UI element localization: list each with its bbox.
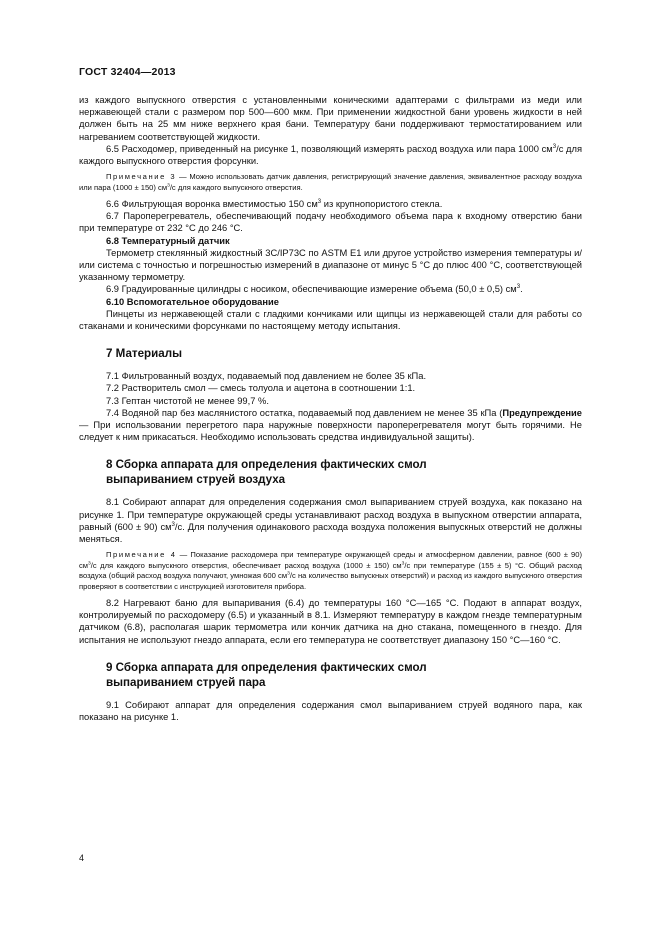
section-heading-7: 7 Материалы <box>106 347 182 361</box>
paragraph-continuation: из каждого выпускного отверстия с установленными коническими адаптерами с фильтрами из меди или нержавеющей стали с размером пор 500—600 мкм. При применении жидкостной бани уровень жидкости в ней должен быть на 25 мм ниже верхнего края бани. Температуру бани поддерживают термостатированием или нагреванием соответствующей жидкости. <box>79 95 582 142</box>
paragraph-7-2: 7.2 Растворитель смол — смесь толуола и ацетона в соотношении 1:1. <box>106 383 416 394</box>
document-body <box>79 94 582 723</box>
paragraph-6-10: Пинцеты из нержавеющей стали с гладкими кончиками или щипцы из нержавеющей стали для работы со стаканами и коническими форсунками по настоящему методу испытания. <box>79 308 582 332</box>
document-header: ГОСТ 32404—2013 <box>79 66 176 78</box>
paragraph-6-9: 6.9 Градуированные цилиндры с носиком, обеспечивающие измерение объема (50,0 ± 0,5) $см^3$. <box>106 284 523 295</box>
subheading-6-10: 6.10 Вспомогательное оборудование <box>106 296 279 307</box>
page-number: 4 <box>79 853 85 863</box>
paragraph-6-7: 6.7 Пароперегреватель, обеспечивающий подачу необходимого объема пара к входному отверстию бани при температуре от 232 °С до 246 °С. <box>79 211 582 234</box>
paragraph-7-1: 7.1 Фильтрованный воздух, подаваемый под давлением не более 35 кПа. <box>106 371 427 382</box>
paragraph-6-5: 6.5 Расходомер, приведенный на рисунке 1, позволяющий измерять расход воздуха или пара 1000 $см^3/с$ для каждого выпускного отверстия форсунки. <box>79 143 583 167</box>
paragraph-8-1: 8.1 Собирают аппарат для определения содержания смол выпариванием струей воздуха, как показано на рисунке 1. При температуре окружающей среды устанавливают расход воздуха в выпускном отверстии аппарата, равный (600 ± 90) $см^3/с$. Для получения одинакового расхода воздуха положения выпускных отверстий не должны меняться. <box>79 497 582 545</box>
paragraph-6-6: 6.6 Фильтрующая воронка вместимостью 150 $см^3$ из крупнопористого стекла. <box>106 198 443 210</box>
paragraph-8-2: 8.2 Нагревают баню для выпаривания (6.4) до температуры 160 °С—165 °С. Подают в аппарат воздух, контролируемый по расходомеру (6.5) и указанный в 8.1. Измеряют температуру в каждом гнезде температурным датчиком (6.8), располагая шарик термометра или кончик датчика на дно стакана, помещенного в гнездо. Для испытания не используют гнездо аппарата, если его температура не соответствует диапазону 150 °С—160 °С. <box>79 597 582 645</box>
paragraph-7-4: 7.4 Водяной пар без маслянистого остатка, подаваемый под давлением не менее 35 кПа (Предупреждение — При использовании перегретого пара наружные поверхности пароперегревателя могут быть горячими. Не следует к ним прикасаться. Необходимо использовать средства индивидуальной защиты). <box>79 407 582 443</box>
paragraph-7-3: 7.3 Гептан чистотой не менее 99,7 %. <box>106 395 269 406</box>
subheading-6-8: 6.8 Температурный датчик <box>106 235 230 246</box>
section-heading-9: 9 Сборка аппарата для определения фактических смол выпариванием струей пара <box>106 660 427 689</box>
paragraph-9-1: 9.1 Собирают аппарат для определения содержания смол выпариванием струей водяного пара, как показано на рисунке 1. <box>79 699 582 722</box>
note-4: Примечание 4 — Показание расходомера при температуре окружающей среды и атмосферном давлении, равное (600 ± 90) $см^3/с$ для каждого выпускного отверстия, обеспечивает расход воздуха (1000 ± 150) $см^3/с$ при температуре (155 ± 5) °С. Общий расход воздуха (общий расход воздуха получают, умножая 600 $см^3/с$ на количество выпускных отверстий) и расход из каждого выпускного отверстия проверяют в соответствии с инструкцией изготовителя прибора. <box>79 550 583 591</box>
note-3: Примечание 3 — Можно использовать датчик давления, регистрирующий значение давления, эквивалентное расходу воздуха или пара (1000 ± 150) $см^3/с$ для каждого выпускного отверстия. <box>79 172 582 192</box>
paragraph-6-8: Термометр стеклянный жидкостный 3C/IP73C по ASTM E1 или другое устройство измерения температуры и/или система с точностью и погрешностью измерений в диапазоне от минус 5 °С до плюс 400 °С, соответствующей указанному термометру. <box>79 247 582 283</box>
section-heading-8: 8 Сборка аппарата для определения фактических смол выпариванием струей воздуха <box>106 458 427 487</box>
